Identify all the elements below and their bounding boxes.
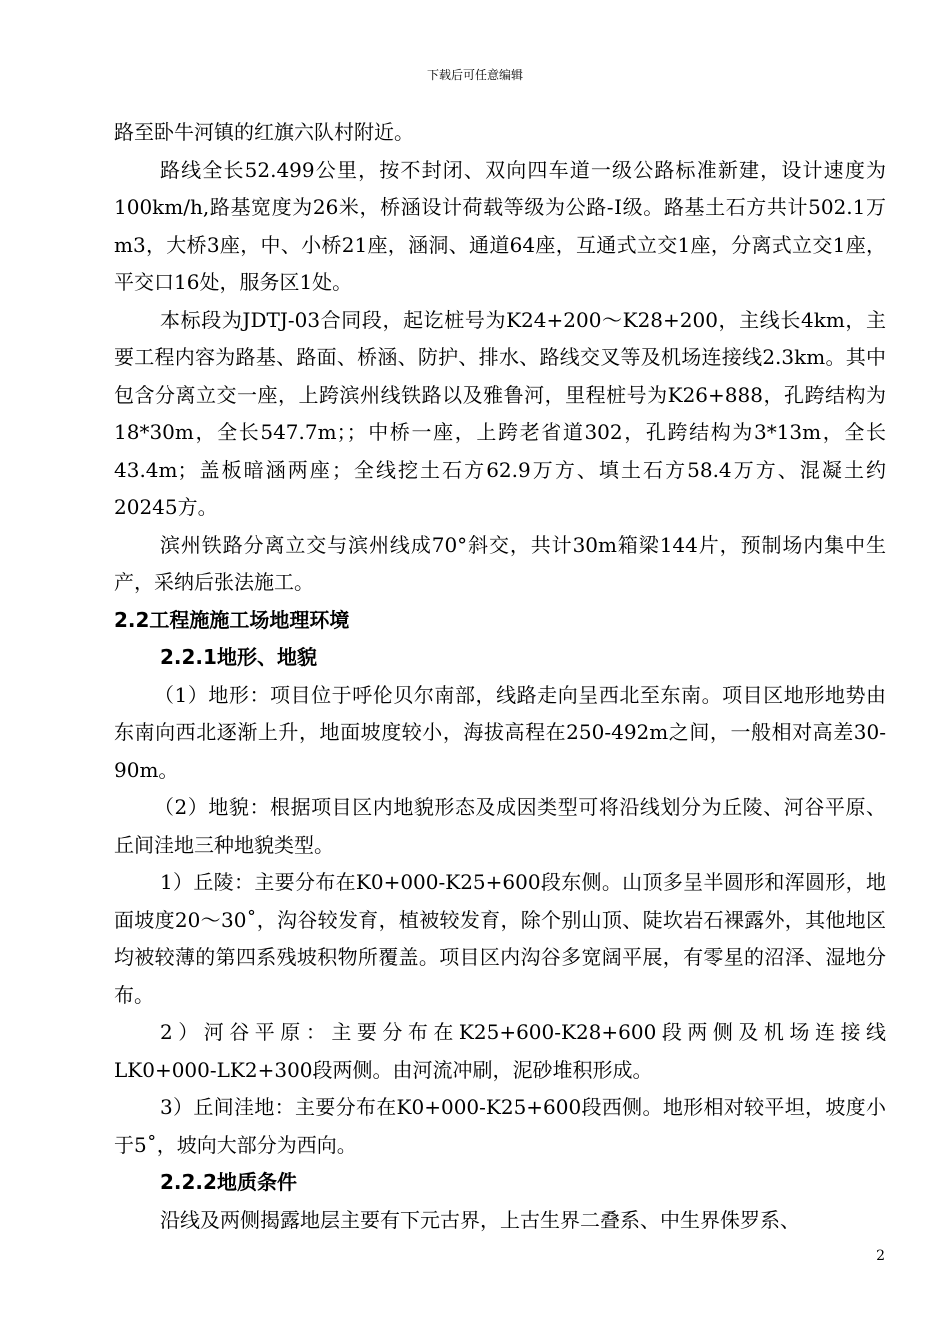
paragraph: 路线全长52.499公里，按不封闭、双向四车道一级公路标准新建，设计速度为100km/h,路基宽度为26米，桥涵设计荷载等级为公路-Ⅰ级。路基土石方共计502.1万m3，大桥3座，中、小桥21座，涵洞、通道64座，互通式立交1座，分离式立交1座，平交口16处，服务区1处。: [114, 157, 886, 294]
paragraph-line: LK0+000-LK2+300段两侧。由河流冲刷，泥砂堆积形成。: [114, 1057, 653, 1082]
section-heading: 2.2工程施施工场地理环境: [114, 607, 350, 632]
paragraph: 沿线及两侧揭露地层主要有下元古界，上古生界二叠系、中生界侏罗系、: [160, 1207, 800, 1232]
paragraph: 3）丘间洼地：主要分布在K0+000-K25+600段西侧。地形相对较平坦，坡度小于5˚，坡向大部分为西向。: [114, 1095, 886, 1157]
paragraph: 本标段为JDTJ-03合同段，起讫桩号为K24+200～K28+200，主线长4km，主要工程内容为路基、路面、桥涵、防护、排水、路线交叉等及机场连接线2.3km。其中包含分离立交一座，上跨滨州线铁路以及雅鲁河，里程桩号为K26+888，孔跨结构为18*30m，全长547.7m；；中桥一座，上跨老省道302，孔跨结构为3*13m，全长43.4m；盖板暗涵两座；全线挖土石方62.9万方、填土石方58.4万方、混凝土约20245方。: [114, 307, 886, 519]
subsection-heading: 2.2.2地质条件: [160, 1170, 297, 1194]
paragraph: 滨州铁路分离立交与滨州线成70°斜交，共计30m箱梁144片，预制场内集中生产，采纳后张法施工。: [114, 532, 886, 594]
page-number: 2: [876, 1248, 885, 1264]
paragraph-line: 2）河谷平原：主要分布在K25+600-K28+600段两侧及机场连接线: [160, 1020, 886, 1044]
paragraph: 路至卧牛河镇的红旗六队村附近。: [114, 120, 414, 144]
paragraph: （1）地形：项目位于呼伦贝尔南部，线路走向呈西北至东南。项目区地形地势由东南向西北逐渐上升，地面坡度较小，海拔高程在250-492m之间，一般相对高差30-90m。: [114, 682, 886, 782]
page-header: 下载后可任意编辑: [426, 68, 523, 82]
document-body: [114, 114, 886, 1239]
subsection-heading: 2.2.1地形、地貌: [160, 645, 317, 669]
paragraph: 1）丘陵：主要分布在K0+000-K25+600段东侧。山顶多呈半圆形和浑圆形，地面坡度20～30˚，沟谷较发育，植被较发育，除个别山顶、陡坎岩石裸露外，其他地区均被较薄的第四系残坡积物所覆盖。项目区内沟谷多宽阔平展，有零星的沼泽、湿地分布。: [114, 870, 886, 1007]
paragraph: （2）地貌：根据项目区内地貌形态及成因类型可将沿线划分为丘陵、河谷平原、丘间洼地三种地貌类型。: [114, 795, 886, 857]
